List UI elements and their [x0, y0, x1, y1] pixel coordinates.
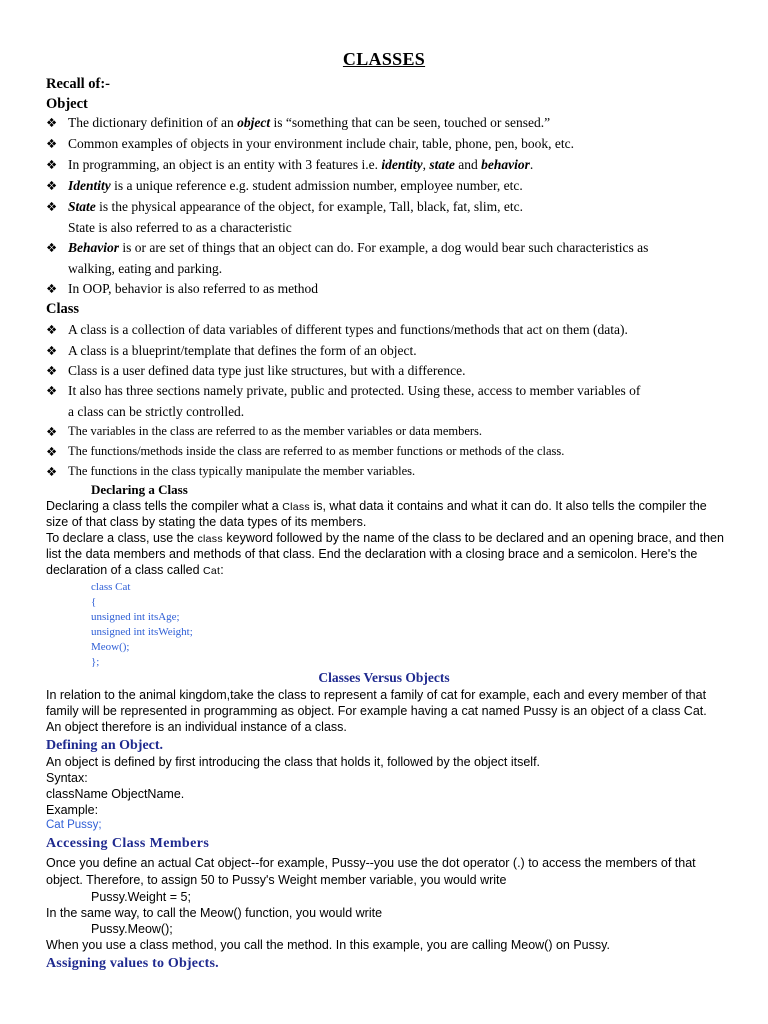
diamond-bullet-icon: ❖ — [46, 136, 58, 151]
example-label: Example: — [46, 803, 99, 817]
code-line: }; — [91, 656, 100, 668]
declaring-class-heading: Declaring a Class — [91, 482, 188, 497]
diamond-bullet-icon: ❖ — [46, 115, 58, 130]
code-line: { — [91, 596, 97, 608]
diamond-bullet-icon: ❖ — [46, 383, 58, 398]
diamond-bullet-icon: ❖ — [46, 363, 58, 378]
code-line: class Cat — [91, 581, 131, 593]
declaring-paragraph-line: Declaring a class tells the compiler what a Class is, what data it contains and what it can do. It also tells the compiler the — [46, 499, 707, 513]
diamond-bullet-icon: ❖ — [46, 424, 58, 439]
accessing-paragraph-line: In the same way, to call the Meow() function, you would write — [46, 906, 383, 920]
syntax-label: Syntax: — [46, 771, 88, 785]
code-line: unsigned int itsWeight; — [91, 626, 193, 638]
class-heading: Class — [46, 301, 80, 317]
page-title: CLASSES — [342, 49, 426, 69]
recall-heading: Recall of:- — [46, 76, 111, 92]
diamond-bullet-icon: ❖ — [46, 240, 58, 255]
classes-vs-objects-heading: Classes Versus Objects — [318, 670, 450, 685]
accessing-code-line: Pussy.Weight = 5; — [91, 890, 191, 904]
accessing-members-heading: Accessing Class Members — [46, 836, 210, 851]
declaring-paragraph-line: size of that class by stating the data types of its members. — [46, 515, 367, 529]
object-heading: Object — [46, 96, 88, 112]
diamond-bullet-icon: ❖ — [46, 464, 58, 479]
cvo-paragraph-line: An object therefore is an individual instance of a class. — [46, 720, 347, 734]
diamond-bullet-icon: ❖ — [46, 322, 58, 337]
declaring-paragraph-line: To declare a class, use the class keyword followed by the name of the class to be declared and an opening brace, and then — [46, 531, 724, 545]
cvo-paragraph-line: In relation to the animal kingdom,take the class to represent a family of cat for example, each and every member of that — [46, 688, 707, 702]
declaring-paragraph-line: list the data members and methods of that class. End the declaration with a closing brace and a semicolon. Here's the — [46, 547, 698, 561]
diamond-bullet-icon: ❖ — [46, 157, 58, 172]
list-item-continuation: State is also referred to as a characteristic — [68, 220, 292, 235]
accessing-paragraph-line: When you use a class method, you call the method. In this example, you are calling Meow() on Pussy. — [46, 938, 610, 952]
list-item-continuation: walking, eating and parking. — [68, 261, 223, 276]
diamond-bullet-icon: ❖ — [46, 444, 58, 459]
cvo-paragraph-line: family will be represented in programming as object. For example having a cat named Pussy is an object of a class Cat. — [46, 704, 707, 718]
accessing-code-line: Pussy.Meow(); — [91, 922, 173, 936]
diamond-bullet-icon: ❖ — [46, 281, 58, 296]
accessing-paragraph-line: Once you define an actual Cat object--for example, Pussy--you use the dot operator (.) to access the members of that — [46, 856, 696, 870]
defining-object-heading: Defining an Object. — [46, 738, 164, 753]
code-line: unsigned int itsAge; — [91, 611, 180, 623]
list-item-continuation: a class can be strictly controlled. — [68, 404, 245, 419]
diamond-bullet-icon: ❖ — [46, 199, 58, 214]
diamond-bullet-icon: ❖ — [46, 178, 58, 193]
assigning-values-heading: Assigning values to Objects. — [46, 956, 219, 971]
declaring-paragraph-line: declaration of a class called Cat: — [46, 563, 224, 577]
syntax-text: className ObjectName. — [46, 787, 185, 801]
document-page: CLASSES Recall of:- Object ❖ The dictionary definition of an object is “something that can be seen, touched or sensed.” ❖ Common examples of objects in your environment include chair, table, phone, pen, book, etc. ❖ In programming, an object is an entity with 3 features i.e. identity, state and behavior. ❖ Identity is a unique reference e.g. student admission number, employee number, etc. ❖ State is the physical appearance of the object, for example, Tall, black, fat, slim, etc. State is also referred to as a characteristic ❖ Behavior is or are set of things that an object can do. For example, a dog would bear such characteristics as walking, eating and parking. ❖ In OOP, behavior is also referred to as method Class ❖ A class is a collection of data variables of different types and functions/methods that act on them (data). ❖ A class is a blueprint/template that defines the form of an object. ❖ Class is a user defined data type just like structures, but with a difference. ❖ It also has three sections namely private, public and protected. Using these, access to member variables of a class can be strictly controlled. ❖ The variables in the class are referred to as the member variables or data members. ❖ The functions/methods inside the class are referred to as member functions or methods of the class. ❖ The functions in the class typically manipulate the member variables. Declaring a Class Declaring a class tells the compiler what a Class is, what data it contains and what it can do. It also tells the compiler the size of that class by stating the data types of its members. To declare a class, use the class keyword followed by the name of the class to be declared and an opening brace, and then list the data members and methods of that class. End the declaration with a closing brace and a semicolon. Here's the declaration of a class called Cat: class Cat { unsigned int itsAge; unsigned int itsWeight; Meow(); }; Classes Versus Objects In relation to the animal kingdom,take the class to represent a family of cat for example, each and every member of that family will be represented in programming as object. For example having a cat named Pussy is an object of a class Cat. An object therefore is an individual instance of a class. Defining an Object. An object is defined by first introducing the class that holds it, followed by the object itself. Syntax: className ObjectName. Example: Cat Pussy; Accessing Class Members Once you define an actual Cat object--for example, Pussy--you use the dot operator (.) to access the members of that object. Therefore, to assign 50 to Pussy's Weight member variable, you would write Pussy.Weight = 5; In the same way, to call the Meow() function, you would write Pussy.Meow(); When you use a class method, you call the method. In this example, you are calling Meow() on Pussy. Assigning values to Objects. — [0, 0, 768, 1024]
diamond-bullet-icon: ❖ — [46, 343, 58, 358]
example-code: Cat Pussy; — [46, 819, 102, 831]
code-line: Meow(); — [91, 641, 130, 653]
accessing-paragraph-line: object. Therefore, to assign 50 to Pussy's Weight member variable, you would write — [46, 873, 507, 887]
defining-paragraph-line: An object is defined by first introducing the class that holds it, followed by the object itself. — [46, 755, 541, 769]
